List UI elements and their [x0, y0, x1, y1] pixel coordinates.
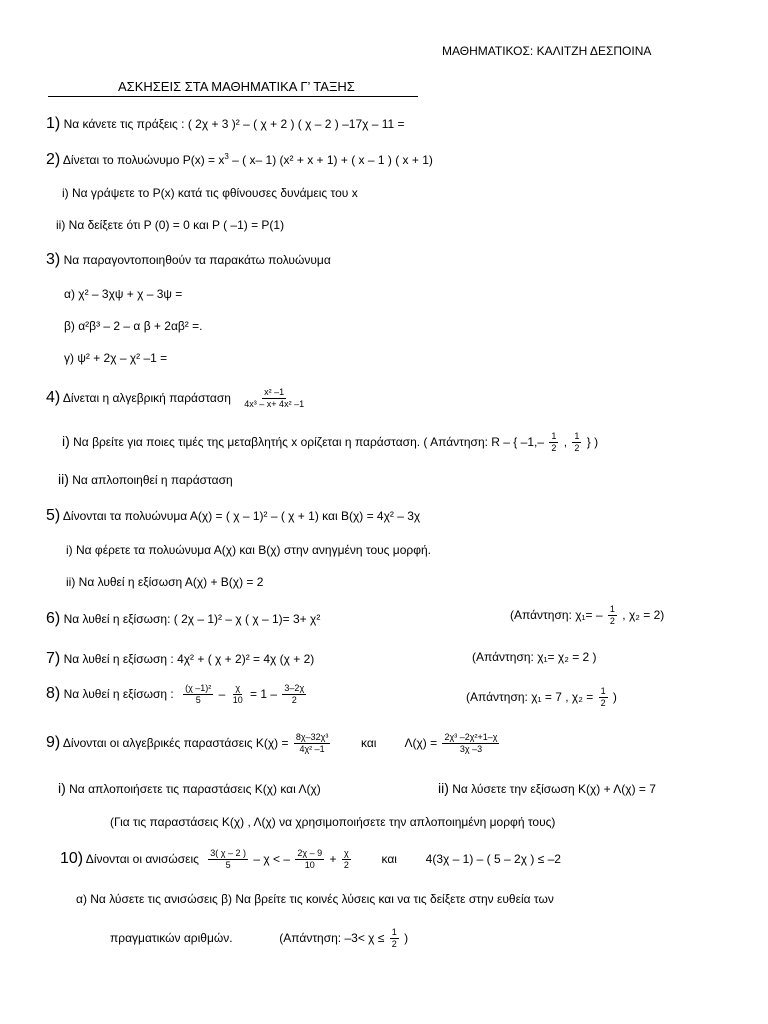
exercise-5-part-ii: ii) Να λυθεί η εξίσωση Α(χ) + Β(χ) = 2 [66, 575, 264, 589]
fraction-numerator: 3( χ – 2 ) [208, 849, 248, 860]
fraction [442, 733, 499, 755]
author-header: ΜΑΘΗΜΑΤΙΚΟΣ: ΚΑΛΙΤΖΗ ΔΕΣΠΟΙΝΑ [442, 44, 652, 58]
fraction [208, 849, 248, 871]
fraction-numerator: (χ –1)² [183, 684, 213, 695]
exercise-number: 5) [46, 507, 61, 524]
answer-text-cont: , χ₂ = 2) [622, 608, 665, 623]
exercise-number: 1) [46, 115, 61, 132]
exercise-text: Να παραγοντοποιηθούν τα παρακάτω πολυώνυμα [63, 253, 331, 267]
exercise-text: Δίνεται το πολυώνυμο P(x) = x [62, 153, 225, 167]
fraction-numerator: 1 [608, 605, 617, 616]
exercise-number: 2) [46, 151, 61, 168]
fraction [294, 733, 330, 755]
exercise-3-part-c: γ) ψ² + 2χ – χ² –1 = [64, 351, 168, 365]
part-label: i) [62, 433, 70, 450]
part-label: ii) [438, 780, 449, 796]
answer-text: (Απάντηση: –3< χ ≤ [279, 931, 385, 946]
operator: – χ < – [253, 852, 291, 867]
exercise-number: 8) [46, 685, 61, 703]
exercise-3-part-b: β) α²β³ – 2 – α β + 2αβ² =. [64, 319, 203, 333]
fraction [390, 928, 399, 950]
fraction-numerator: 2χ³ –2χ²+1–χ [442, 733, 499, 744]
exercise-5-part-i: i) Να φέρετε τα πολυώνυμα Α(χ) και Β(χ) στην ανηγμένη τους μορφή. [66, 543, 432, 557]
fraction [295, 849, 324, 871]
separator: , [563, 435, 568, 450]
part-text: πραγματικών αριθμών. [110, 931, 233, 946]
exercise-text: Δίνονται οι αλγεβρικές παραστάσεις Κ(χ) = [62, 736, 289, 751]
fraction-denominator: 4x³ – x+ 4x² –1 [244, 399, 305, 410]
fraction [183, 684, 213, 706]
exercise-3-part-a: α) χ² – 3χψ + χ – 3ψ = [64, 287, 183, 301]
exercise-8 [46, 684, 308, 706]
fraction [608, 605, 617, 627]
part-label: ii) [58, 471, 69, 487]
fraction [549, 432, 558, 454]
exercise-number: 3) [46, 251, 61, 268]
exercise-text: Να κάνετε τις πράξεις : ( 2χ + 3 )² – ( χ + 2 ) ( χ – 2 ) –17χ – 11 = [63, 117, 405, 131]
fraction-numerator: 3–2χ [282, 684, 306, 695]
part-text: Να βρείτε για ποιες τιμές της μεταβλητής x ορίζεται η παράσταση. ( Απάντηση: R – { –1,– [73, 435, 544, 450]
exercise-2-part-i: i) Να γράψετε το P(x) κατά τις φθίνουσες δυνάμεις του x [62, 186, 358, 200]
fraction-denominator: 2 [391, 939, 397, 950]
fraction-numerator: χ [342, 849, 351, 860]
second-inequality: 4(3χ – 1) – ( 5 – 2χ ) ≤ –2 [425, 852, 561, 867]
exercise-number: 9) [46, 734, 61, 752]
fraction-denominator: 2 [291, 695, 297, 706]
exercise-7-answer: (Απάντηση: χ₁= χ₂ = 2 ) [472, 650, 597, 664]
fraction-denominator: 10 [304, 860, 315, 871]
exercise-6-answer [510, 605, 664, 627]
exercise-9-part-i [58, 781, 321, 795]
exercise-number: 10) [60, 850, 84, 868]
exercise-7 [46, 651, 314, 667]
fraction-numerator: χ [233, 684, 242, 695]
fraction-numerator: x² –1 [262, 388, 286, 399]
exercise-5 [46, 508, 420, 524]
answer-text: (Απάντηση: χ₁= – [510, 608, 603, 623]
exercise-9-part-ii [438, 781, 656, 795]
fraction-numerator: 2χ – 9 [295, 849, 324, 860]
exercise-text: Να λυθεί η εξίσωση : [63, 687, 174, 702]
fraction [599, 687, 608, 709]
exercise-number: 4) [46, 389, 61, 407]
exercise-4-part-i [62, 432, 598, 454]
fraction [242, 388, 306, 410]
exercise-text: Δίνονται τα πολυώνυμα Α(χ) = ( χ – 1)² – ( χ + 1) και Β(χ) = 4χ² – 3χ [62, 509, 421, 523]
part-text: Να απλοποιήσετε τις παραστάσεις Κ(χ) και Λ(χ) [69, 782, 321, 796]
exercise-text: Δίνονται οι ανισώσεις [85, 852, 199, 867]
operator: – [218, 687, 226, 702]
conjunction: και [381, 852, 397, 867]
answer-text: (Απάντηση: χ₁ = 7 , χ₂ = [466, 690, 594, 705]
fraction-numerator: 1 [572, 432, 581, 443]
exercise-4 [46, 388, 308, 410]
exercise-10-part-b [110, 928, 408, 950]
exercise-10-part-a: α) Να λύσετε τις ανισώσεις β) Να βρείτε τις κοινές λύσεις και να τις δείξετε στην ευθεία των [76, 892, 554, 906]
fraction-numerator: 1 [549, 432, 558, 443]
exercise-9 [46, 733, 501, 755]
fraction-denominator: 2 [343, 860, 349, 871]
fraction [342, 849, 351, 871]
operator: = 1 – [250, 687, 278, 702]
page-title: ΑΣΚΗΣΕΙΣ ΣΤΑ ΜΑΘΗΜΑΤΙΚΑ Γ’ ΤΑΞΗΣ [118, 79, 355, 94]
fraction-denominator: 5 [195, 695, 201, 706]
fraction-numerator: 8χ–32χ³ [294, 733, 330, 744]
fraction [572, 432, 581, 454]
answer-text-cont: ) [612, 690, 617, 705]
answer-text-cont: ) [404, 931, 409, 946]
closing: } ) [586, 435, 599, 450]
fraction-numerator: 1 [599, 687, 608, 698]
fraction-denominator: 2 [574, 443, 580, 454]
exercise-text: Να λυθεί η εξίσωση : 4χ² + ( χ + 2)² = 4χ (χ + 2) [63, 652, 315, 666]
exercise-9-note: (Για τις παραστάσεις Κ(χ) , Λ(χ) να χρησιμοποιήσετε την απλοποιημένη μορφή τους) [110, 815, 556, 829]
exercise-4-part-ii [58, 472, 233, 486]
title-underline [48, 96, 418, 97]
fraction-denominator: 2 [609, 616, 615, 627]
part-text: Να απλοποιηθεί η παράσταση [72, 473, 233, 487]
fraction-numerator: 1 [390, 928, 399, 939]
part-text: Να λύσετε την εξίσωση Κ(χ) + Λ(χ) = 7 [452, 782, 656, 796]
fraction-denominator: 2 [600, 698, 606, 709]
exponent: 3 [224, 152, 229, 161]
fraction-denominator: 5 [225, 860, 231, 871]
exercise-text: Δίνεται η αλγεβρική παράσταση [62, 391, 231, 406]
exercise-text: Να λυθεί η εξίσωση: ( 2χ – 1)² – χ ( χ – 1)= 3+ χ² [63, 612, 321, 626]
part-label: i) [58, 780, 66, 796]
exercise-2-part-ii: ii) Να δείξετε ότι P (0) = 0 και P ( –1) = P(1) [56, 218, 285, 232]
fraction [231, 684, 245, 706]
exercise-10 [60, 849, 561, 871]
expression-label: Λ(χ) = [404, 736, 438, 751]
fraction [282, 684, 306, 706]
fraction-denominator: 3χ –3 [459, 744, 483, 755]
operator: + [329, 852, 337, 867]
exercise-1 [46, 116, 405, 132]
exercise-text-cont: – ( x– 1) (x² + x + 1) + ( x – 1 ) ( x + 1) [228, 153, 433, 167]
exercise-number: 6) [46, 610, 61, 627]
exercise-number: 7) [46, 650, 61, 667]
exercise-3 [46, 252, 331, 268]
fraction-denominator: 2 [551, 443, 557, 454]
exercise-6 [46, 611, 320, 627]
exercise-2 [46, 152, 433, 168]
conjunction: και [361, 736, 377, 751]
fraction-denominator: 10 [232, 695, 243, 706]
exercise-8-answer [466, 687, 617, 709]
fraction-denominator: 4χ² –1 [299, 744, 325, 755]
